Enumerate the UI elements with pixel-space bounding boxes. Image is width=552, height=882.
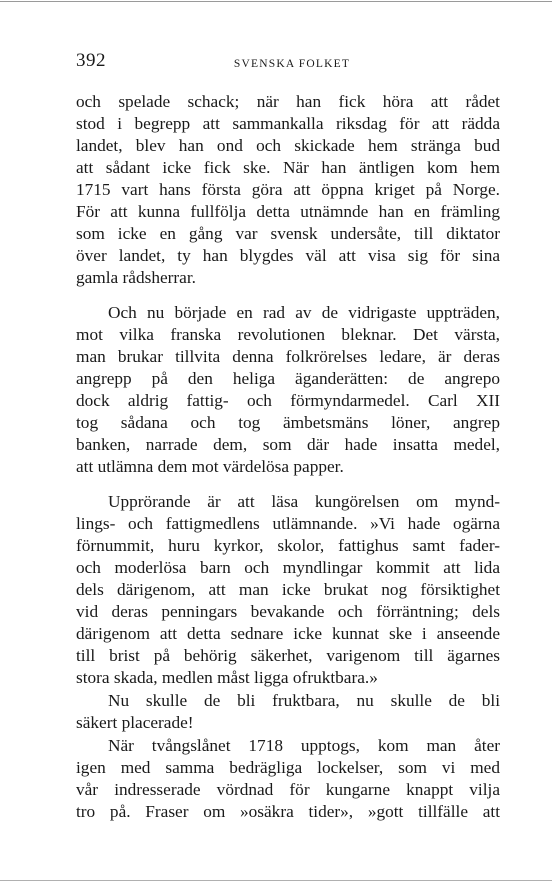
text-line: igen med samma bedrägliga lockelser, som vi med	[76, 758, 500, 777]
text-line: vår indresserade vördnad för kungarne knappt vilja	[76, 780, 500, 799]
text-line: För att kunna fullfölja detta utnämnde han en främling	[76, 202, 500, 221]
text-line: lings- och fattigmedlens utlämnande. »Vi hade ogärna	[76, 514, 500, 533]
text-line: därigenom att detta sednare icke kunnat ske i anseende	[76, 624, 500, 643]
paragraph-4	[76, 690, 500, 734]
bottom-edge-rule	[0, 880, 552, 881]
text-line: man brukar tillvita denna folkrörelses ledare, är deras	[76, 347, 500, 366]
text-line: som icke en gång var svensk undersåte, till diktator	[76, 224, 500, 243]
body-text	[76, 91, 500, 823]
text-line: över landet, ty han blygdes väl att visa sig för sina	[76, 246, 500, 265]
paragraph-3	[76, 491, 500, 689]
text-line: att sådant icke fick ske. När han äntligen kom hem	[76, 158, 500, 177]
text-line: till brist på behörig säkerhet, varigenom till ägarnes	[76, 646, 500, 665]
text-line: landet, blev han ond och skickade hem stränga bud	[76, 136, 500, 155]
text-line: säkert placerade!	[76, 713, 194, 732]
text-line: dock aldrig fattig- och förmyndarmedel. Carl XII	[76, 391, 500, 410]
page-header	[76, 50, 500, 74]
text-line: förnummit, huru kyrkor, skolor, fattighus samt fader-	[76, 536, 500, 555]
text-line: mot vilka franska revolutionen bleknar. Det värsta,	[76, 325, 500, 344]
top-edge-rule	[0, 1, 552, 2]
text-line: stora skada, medlen måst ligga ofruktbara.»	[76, 668, 378, 687]
text-line: När tvångslånet 1718 upptogs, kom man åter	[108, 736, 500, 755]
text-line: vid deras penningars bevakande och förräntning; dels	[76, 602, 500, 621]
paragraph-2	[76, 302, 500, 478]
paragraph-5	[76, 735, 500, 823]
text-line: och spelade schack; när han fick höra att rådet	[76, 92, 500, 111]
text-line: 1715 vart hans första göra att öppna kriget på Norge.	[76, 180, 500, 199]
text-line: tro på. Fraser om »osäkra tider», »gott tillfälle att	[76, 802, 500, 821]
text-line: gamla rådsherrar.	[76, 268, 196, 287]
text-line: banken, narrade dem, som där hade insatta medel,	[76, 435, 500, 454]
text-line: och moderlösa barn och myndlingar kommit att lida	[76, 558, 500, 577]
text-line: tog sådana och tog ämbetsmäns löner, angrep	[76, 413, 500, 432]
page-number: 392	[76, 50, 106, 71]
text-line: angrepp på den heliga äganderätten: de angrepo	[76, 369, 500, 388]
text-line: Upprörande är att läsa kungörelsen om mynd-	[108, 492, 500, 511]
text-line: att utlämna dem mot värdelösa papper.	[76, 457, 344, 476]
text-line: Nu skulle de bli fruktbara, nu skulle de bli	[108, 691, 500, 710]
text-line: dels därigenom, att man icke brukat nog försiktighet	[76, 580, 500, 599]
text-line: stod i begrepp att sammankalla riksdag för att rädda	[76, 114, 500, 133]
running-head: SVENSKA FOLKET	[233, 58, 351, 70]
text-line: Och nu började en rad av de vidrigaste uppträden,	[108, 303, 500, 322]
paragraph-1	[76, 91, 500, 289]
